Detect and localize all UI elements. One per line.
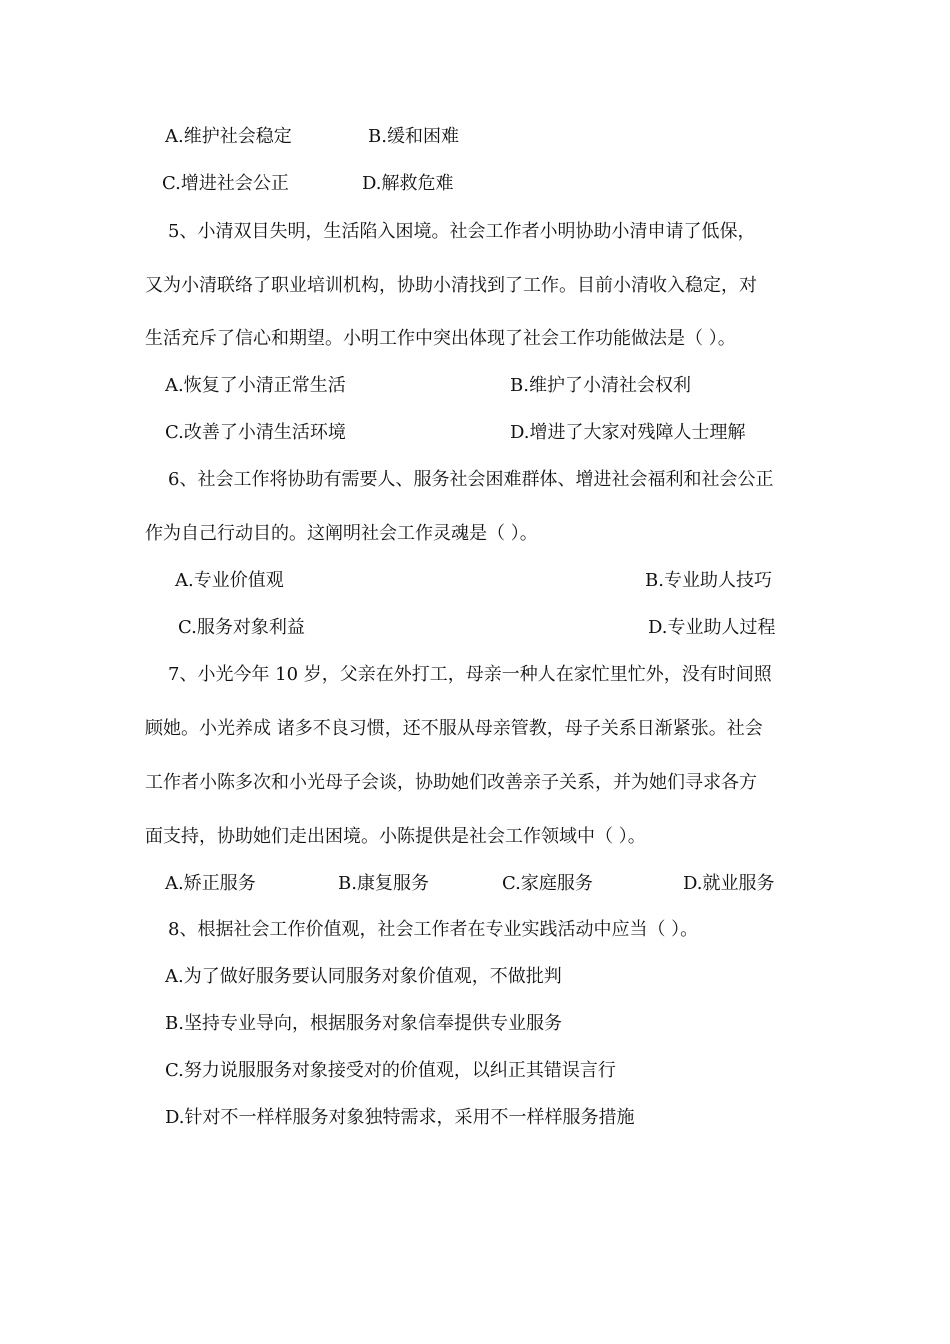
q8-option-d: D.针对不一样样服务对象独特需求，采用不一样样服务措施 [165,1107,635,1128]
q6-option-a: A.专业价值观 [175,570,284,591]
q7-stem-line-4: 面支持，协助她们走出困境。小陈提供是社会工作领域中（ ）。 [145,826,646,847]
q4-option-c: C.增进社会公正 [162,173,289,194]
q7-option-a: A.矫正服务 [165,873,256,894]
q8-option-b: B.坚持专业导向，根据服务对象信奉提供专业服务 [165,1013,562,1034]
q7-stem-line-3: 工作者小陈多次和小光母子会谈，协助她们改善亲子关系，并为她们寻求各方 [145,772,757,793]
q6-option-c: C.服务对象利益 [178,617,305,638]
q5-option-c: C.改善了小清生活环境 [165,422,346,443]
q6-stem-line-2: 作为自己行动目的。这阐明社会工作灵魂是（ ）。 [145,523,538,544]
q7-stem-line-1: 7、小光今年 10 岁，父亲在外打工，母亲一种人在家忙里忙外，没有时间照 [168,664,772,685]
q5-option-b: B.维护了小清社会权利 [510,375,691,396]
q8-stem-line-1: 8、根据社会工作价值观，社会工作者在专业实践活动中应当（ ）。 [168,919,699,940]
q4-option-d: D.解救危难 [362,173,454,194]
q5-option-a: A.恢复了小清正常生活 [165,375,346,396]
q5-stem-line-2: 又为小清联络了职业培训机构，协助小清找到了工作。目前小清收入稳定，对 [145,275,757,296]
q7-option-b: B.康复服务 [338,873,429,894]
q6-option-d: D.专业助人过程 [648,617,776,638]
q6-stem-line-1: 6、社会工作将协助有需要人、服务社会困难群体、增进社会福利和社会公正 [168,469,774,490]
q7-stem-line-2: 顾她。小光养成 诸多不良习惯，还不服从母亲管教，母子关系日渐紧张。社会 [145,718,763,739]
q4-option-b: B.缓和困难 [368,126,459,147]
q8-option-a: A.为了做好服务要认同服务对象价值观，不做批判 [165,966,562,987]
q8-option-c: C.努力说服服务对象接受对的价值观，以纠正其错误言行 [165,1060,616,1081]
q4-option-a: A.维护社会稳定 [165,126,292,147]
q7-option-d: D.就业服务 [683,873,775,894]
q7-option-c: C.家庭服务 [502,873,593,894]
q5-stem-line-1: 5、小清双目失明，生活陷入困境。社会工作者小明协助小清申请了低保， [168,221,756,242]
q5-stem-line-3: 生活充斥了信心和期望。小明工作中突出体现了社会工作功能做法是（ ）。 [145,328,736,349]
q5-option-d: D.增进了大家对残障人士理解 [510,422,746,443]
q6-option-b: B.专业助人技巧 [645,570,772,591]
